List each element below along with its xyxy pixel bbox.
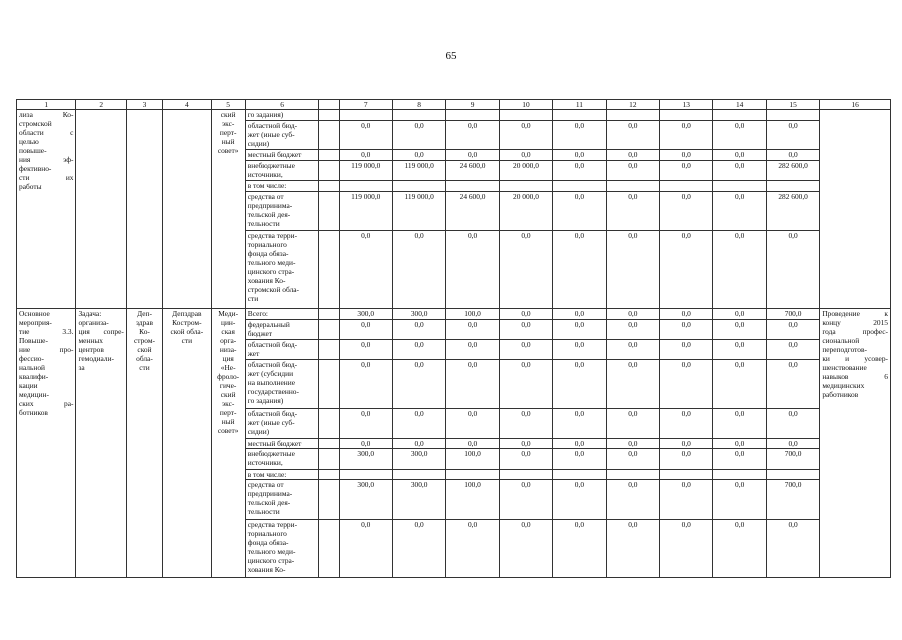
result-description-line: ки и усовер-	[822, 354, 888, 364]
participant-cell-line: цин-	[220, 318, 236, 328]
value-cell: 0,0	[446, 120, 499, 150]
value-cell: 0,0	[392, 438, 445, 449]
value-cell: 0,0	[606, 150, 659, 161]
value-cell: 0,0	[553, 438, 606, 449]
task-cell-line: центров	[78, 345, 104, 355]
funding-source-label: средства от предпринима- тельской дея- тельности	[245, 191, 319, 230]
value-cell	[446, 181, 499, 192]
value-cell: 0,0	[713, 408, 766, 438]
measure-name-line: медицин-	[19, 390, 49, 400]
value-cell	[339, 469, 392, 480]
value-cell: 0,0	[606, 308, 659, 319]
measure-name-line: области с	[19, 128, 74, 138]
participant-cell-line: ция	[222, 354, 234, 364]
blank-cell	[319, 408, 339, 438]
value-cell: 0,0	[392, 339, 445, 359]
table-body	[17, 110, 891, 578]
measure-name-line: фессио-	[19, 354, 44, 364]
value-cell: 24 600,0	[446, 161, 499, 181]
blank-cell	[319, 110, 339, 121]
value-cell: 0,0	[766, 519, 819, 578]
coexecutor-cell	[163, 110, 211, 309]
column-header: 6	[245, 100, 319, 110]
value-cell: 0,0	[499, 519, 552, 578]
value-cell: 0,0	[660, 408, 713, 438]
value-cell: 700,0	[766, 480, 819, 519]
value-cell: 0,0	[660, 161, 713, 181]
participant-cell-line: орга-	[220, 336, 237, 346]
value-cell	[392, 469, 445, 480]
participant-cell-line: совет»	[217, 426, 239, 436]
participant-cell-line: «Не-	[220, 363, 236, 373]
result-description-line: года профес-	[822, 327, 888, 337]
value-cell	[553, 181, 606, 192]
task-cell	[76, 308, 126, 577]
column-header: 8	[392, 100, 445, 110]
value-cell: 0,0	[660, 319, 713, 339]
value-cell: 300,0	[339, 449, 392, 469]
participant-cell-line: перт-	[219, 128, 237, 138]
blank-cell	[319, 120, 339, 150]
result-description-line: Проведение к	[822, 308, 888, 318]
value-cell: 0,0	[499, 408, 552, 438]
value-cell: 0,0	[553, 480, 606, 519]
value-cell: 20 000,0	[499, 161, 552, 181]
value-cell: 0,0	[553, 339, 606, 359]
value-cell: 0,0	[339, 150, 392, 161]
value-cell: 0,0	[660, 449, 713, 469]
value-cell: 0,0	[660, 191, 713, 230]
value-cell: 0,0	[713, 191, 766, 230]
coexecutor-cell-line: Депздрав	[172, 308, 202, 318]
value-cell: 0,0	[553, 408, 606, 438]
task-cell-line: за	[78, 363, 85, 373]
value-cell	[766, 110, 819, 121]
participant-cell-line: ская	[221, 327, 235, 337]
value-cell: 0,0	[766, 438, 819, 449]
blank-cell	[319, 231, 339, 309]
participant-cell-line: экс-	[221, 119, 235, 129]
blank-cell	[319, 339, 339, 359]
executor-cell-line: Ко-	[139, 327, 150, 337]
value-cell	[339, 110, 392, 121]
value-cell: 100,0	[446, 480, 499, 519]
value-cell: 0,0	[606, 319, 659, 339]
task-cell-line: менных	[78, 336, 103, 346]
value-cell	[766, 469, 819, 480]
value-cell: 0,0	[713, 339, 766, 359]
participant-cell-line: низа-	[219, 345, 237, 355]
funding-source-label: областной бюд- жет (иные суб- сидии)	[245, 408, 319, 438]
blank-cell	[319, 181, 339, 192]
measure-name-line: квалифи-	[19, 372, 49, 382]
participant-cell-line: ский	[220, 390, 236, 400]
value-cell: 0,0	[553, 319, 606, 339]
value-cell: 0,0	[499, 438, 552, 449]
value-cell: 0,0	[392, 519, 445, 578]
coexecutor-cell-line: сти	[181, 336, 193, 346]
value-cell: 100,0	[446, 308, 499, 319]
funding-source-label: внебюджетные источники,	[245, 161, 319, 181]
value-cell: 0,0	[660, 308, 713, 319]
funding-source-label: в том числе:	[245, 181, 319, 192]
program-table	[16, 99, 891, 578]
value-cell: 0,0	[499, 231, 552, 309]
value-cell: 0,0	[606, 191, 659, 230]
result-description-line: сиональной	[822, 336, 860, 346]
value-cell: 300,0	[392, 480, 445, 519]
column-header: 16	[820, 100, 891, 110]
column-header: 10	[499, 100, 552, 110]
value-cell: 24 600,0	[446, 191, 499, 230]
value-cell: 0,0	[660, 339, 713, 359]
value-cell	[660, 181, 713, 192]
measure-name	[17, 110, 76, 309]
value-cell	[446, 110, 499, 121]
value-cell: 0,0	[606, 438, 659, 449]
funding-source-label: Всего:	[245, 308, 319, 319]
blank-cell	[319, 308, 339, 319]
value-cell: 119 000,0	[392, 161, 445, 181]
blank-cell	[319, 150, 339, 161]
value-cell: 0,0	[446, 438, 499, 449]
value-cell: 0,0	[660, 150, 713, 161]
value-cell: 0,0	[339, 408, 392, 438]
value-cell: 0,0	[339, 120, 392, 150]
measure-name-line: ния эф-	[19, 155, 74, 165]
measure-name-line: ние про-	[19, 345, 74, 355]
value-cell: 0,0	[660, 120, 713, 150]
measure-name-line: стромской	[19, 119, 52, 129]
value-cell: 0,0	[392, 150, 445, 161]
column-header: 3	[126, 100, 162, 110]
funding-source-label: областной бюд- жет (субсидии на выполнение государственно- го задания)	[245, 359, 319, 408]
measure-name-line: повыше-	[19, 146, 47, 156]
column-header: 7	[339, 100, 392, 110]
participant-cell-line: фроло-	[217, 372, 240, 382]
participant-cell	[211, 308, 245, 577]
funding-source-label: средства терри- ториального фонда обяза- тельного меди- цинского стра- хования Ко-	[245, 519, 319, 578]
executor-cell-line: обла-	[136, 354, 153, 364]
value-cell: 0,0	[766, 319, 819, 339]
value-cell: 0,0	[606, 161, 659, 181]
value-cell	[713, 181, 766, 192]
column-header: 4	[163, 100, 211, 110]
value-cell	[606, 181, 659, 192]
value-cell: 0,0	[713, 480, 766, 519]
page-number: 65	[445, 50, 457, 62]
column-header: 9	[446, 100, 499, 110]
value-cell: 0,0	[713, 438, 766, 449]
value-cell: 0,0	[660, 438, 713, 449]
blank-cell	[319, 449, 339, 469]
measure-name-line: сти их	[19, 173, 74, 183]
value-cell: 0,0	[553, 231, 606, 309]
result-description-line: медицинских	[822, 381, 865, 391]
value-cell: 0,0	[446, 359, 499, 408]
task-cell-line: гемодиали-	[78, 354, 115, 364]
column-header: 15	[766, 100, 819, 110]
value-cell: 0,0	[339, 359, 392, 408]
value-cell: 0,0	[339, 438, 392, 449]
value-cell: 0,0	[766, 231, 819, 309]
measure-name-line: целью	[19, 137, 39, 147]
value-cell: 0,0	[446, 519, 499, 578]
blank-cell	[319, 319, 339, 339]
value-cell: 0,0	[392, 359, 445, 408]
value-cell: 0,0	[713, 449, 766, 469]
value-cell	[446, 469, 499, 480]
value-cell: 700,0	[766, 308, 819, 319]
blank-cell	[319, 161, 339, 181]
blank-cell	[319, 469, 339, 480]
value-cell	[660, 469, 713, 480]
funding-source-label: местный бюджет	[245, 438, 319, 449]
column-header: 5	[211, 100, 245, 110]
result-description-line: работников	[822, 390, 859, 400]
column-header: 13	[660, 100, 713, 110]
participant-cell-line: ский	[220, 110, 236, 120]
value-cell: 0,0	[499, 308, 552, 319]
value-cell: 0,0	[339, 231, 392, 309]
value-cell: 0,0	[660, 231, 713, 309]
value-cell: 700,0	[766, 449, 819, 469]
blank-cell	[319, 359, 339, 408]
value-cell: 0,0	[446, 319, 499, 339]
value-cell: 0,0	[499, 120, 552, 150]
measure-name-line: нальной	[19, 363, 45, 373]
value-cell	[713, 110, 766, 121]
executor-cell-line: ской	[137, 345, 152, 355]
value-cell: 0,0	[392, 408, 445, 438]
coexecutor-cell-line: Костром-	[172, 318, 202, 328]
column-header: 11	[553, 100, 606, 110]
value-cell: 282 600,0	[766, 161, 819, 181]
measure-name-line: мероприя-	[19, 318, 52, 328]
value-cell: 0,0	[446, 150, 499, 161]
value-cell: 0,0	[606, 339, 659, 359]
value-cell: 100,0	[446, 449, 499, 469]
value-cell: 0,0	[766, 408, 819, 438]
executor-cell	[126, 110, 162, 309]
value-cell: 0,0	[499, 339, 552, 359]
value-cell: 0,0	[553, 120, 606, 150]
value-cell: 300,0	[339, 480, 392, 519]
value-cell	[392, 181, 445, 192]
value-cell: 0,0	[713, 231, 766, 309]
value-cell: 300,0	[392, 308, 445, 319]
value-cell: 119 000,0	[392, 191, 445, 230]
value-cell: 0,0	[713, 319, 766, 339]
executor-cell	[126, 308, 162, 577]
participant-cell-line: экс-	[221, 399, 235, 409]
column-header: 12	[606, 100, 659, 110]
value-cell: 0,0	[499, 319, 552, 339]
value-cell: 0,0	[499, 359, 552, 408]
funding-source-label: местный бюджет	[245, 150, 319, 161]
value-cell: 0,0	[766, 120, 819, 150]
funding-source-label: областной бюд- жет (иные суб- сидии)	[245, 120, 319, 150]
task-cell-line: Задача:	[78, 308, 102, 318]
value-cell: 0,0	[713, 519, 766, 578]
measure-name	[17, 308, 76, 577]
coexecutor-cell-line: ской обла-	[170, 327, 204, 337]
value-cell: 0,0	[392, 319, 445, 339]
value-cell	[713, 469, 766, 480]
value-cell	[499, 181, 552, 192]
value-cell	[553, 110, 606, 121]
value-cell	[499, 110, 552, 121]
measure-name-line: ботников	[19, 408, 48, 418]
value-cell: 0,0	[606, 408, 659, 438]
value-cell	[606, 110, 659, 121]
value-cell: 0,0	[713, 308, 766, 319]
funding-source-label: го задания)	[245, 110, 319, 121]
value-cell: 300,0	[392, 449, 445, 469]
value-cell: 0,0	[499, 150, 552, 161]
funding-source-label: внебюджетные источники,	[245, 449, 319, 469]
task-cell	[76, 110, 126, 309]
column-header	[319, 100, 339, 110]
participant-cell-line: ный	[221, 417, 235, 427]
measure-name-line: кации	[19, 381, 38, 391]
measure-name-line: лиза Ко-	[19, 110, 74, 120]
value-cell: 0,0	[499, 480, 552, 519]
value-cell: 0,0	[713, 120, 766, 150]
funding-source-label: федеральный бюджет	[245, 319, 319, 339]
blank-cell	[319, 480, 339, 519]
blank-cell	[319, 519, 339, 578]
executor-cell-line: сти	[139, 363, 150, 373]
value-cell: 0,0	[660, 480, 713, 519]
table-row	[17, 110, 891, 121]
value-cell: 0,0	[766, 339, 819, 359]
value-cell: 0,0	[553, 191, 606, 230]
value-cell	[606, 469, 659, 480]
value-cell	[660, 110, 713, 121]
funding-source-label: средства терри- ториального фонда обяза- тельного меди- цинского стра- хования Ко- стромской обла- сти	[245, 231, 319, 309]
value-cell: 0,0	[392, 120, 445, 150]
participant-cell-line: перт-	[219, 408, 237, 418]
participant-cell-line: гиче-	[219, 381, 237, 391]
value-cell: 300,0	[339, 308, 392, 319]
measure-name-line: работы	[19, 182, 42, 192]
value-cell: 0,0	[606, 231, 659, 309]
value-cell: 0,0	[553, 150, 606, 161]
table-row	[17, 308, 891, 319]
value-cell: 0,0	[713, 150, 766, 161]
executor-cell-line: Деп-	[137, 308, 152, 318]
value-cell: 0,0	[553, 308, 606, 319]
measure-name-line: фективно-	[19, 164, 52, 174]
measure-name-line: ских ра-	[19, 399, 74, 409]
value-cell: 0,0	[553, 161, 606, 181]
value-cell: 0,0	[606, 519, 659, 578]
value-cell: 20 000,0	[499, 191, 552, 230]
participant-cell-line: Меди-	[218, 308, 239, 318]
column-header: 2	[76, 100, 126, 110]
blank-cell	[319, 191, 339, 230]
measure-name-line: Основное	[19, 308, 50, 318]
value-cell	[499, 469, 552, 480]
value-cell: 0,0	[606, 480, 659, 519]
value-cell: 0,0	[606, 359, 659, 408]
result-description-line: концу 2015	[822, 318, 888, 328]
value-cell: 0,0	[339, 519, 392, 578]
value-cell: 0,0	[339, 319, 392, 339]
result-description-line: навыков 6	[822, 372, 888, 382]
value-cell	[392, 110, 445, 121]
result-description	[820, 308, 891, 577]
funding-source-label: средства от предпринима- тельской дея- тельности	[245, 480, 319, 519]
value-cell: 0,0	[713, 161, 766, 181]
value-cell: 0,0	[446, 339, 499, 359]
executor-cell-line: стром-	[134, 336, 155, 346]
coexecutor-cell	[163, 308, 211, 577]
task-cell-line: организа-	[78, 318, 109, 328]
header-row	[17, 100, 891, 110]
value-cell: 0,0	[553, 519, 606, 578]
value-cell	[766, 181, 819, 192]
funding-source-label: в том числе:	[245, 469, 319, 480]
value-cell: 0,0	[713, 359, 766, 408]
value-cell: 0,0	[606, 449, 659, 469]
executor-cell-line: здрав	[135, 318, 153, 328]
value-cell	[339, 181, 392, 192]
value-cell: 119 000,0	[339, 191, 392, 230]
measure-name-line: Повыше-	[19, 336, 48, 346]
participant-cell	[211, 110, 245, 309]
measure-name-line: тие 3.3.	[19, 327, 74, 337]
value-cell: 119 000,0	[339, 161, 392, 181]
value-cell: 282 600,0	[766, 191, 819, 230]
value-cell: 0,0	[446, 408, 499, 438]
value-cell: 0,0	[766, 359, 819, 408]
result-description-line: переподготов-	[822, 345, 867, 355]
value-cell: 0,0	[766, 150, 819, 161]
value-cell: 0,0	[660, 519, 713, 578]
value-cell: 0,0	[392, 231, 445, 309]
participant-cell-line: совет»	[217, 146, 239, 156]
value-cell: 0,0	[553, 359, 606, 408]
value-cell: 0,0	[553, 449, 606, 469]
value-cell: 0,0	[606, 120, 659, 150]
value-cell	[553, 469, 606, 480]
result-description	[820, 110, 891, 309]
result-description-line: шенствование	[822, 363, 867, 373]
value-cell: 0,0	[339, 339, 392, 359]
value-cell: 0,0	[446, 231, 499, 309]
participant-cell-line: ный	[221, 137, 235, 147]
value-cell: 0,0	[499, 449, 552, 469]
value-cell: 0,0	[660, 359, 713, 408]
funding-source-label: областной бюд- жет	[245, 339, 319, 359]
task-cell-line: ция сопре-	[78, 327, 124, 337]
blank-cell	[319, 438, 339, 449]
column-header: 14	[713, 100, 766, 110]
column-header: 1	[17, 100, 76, 110]
